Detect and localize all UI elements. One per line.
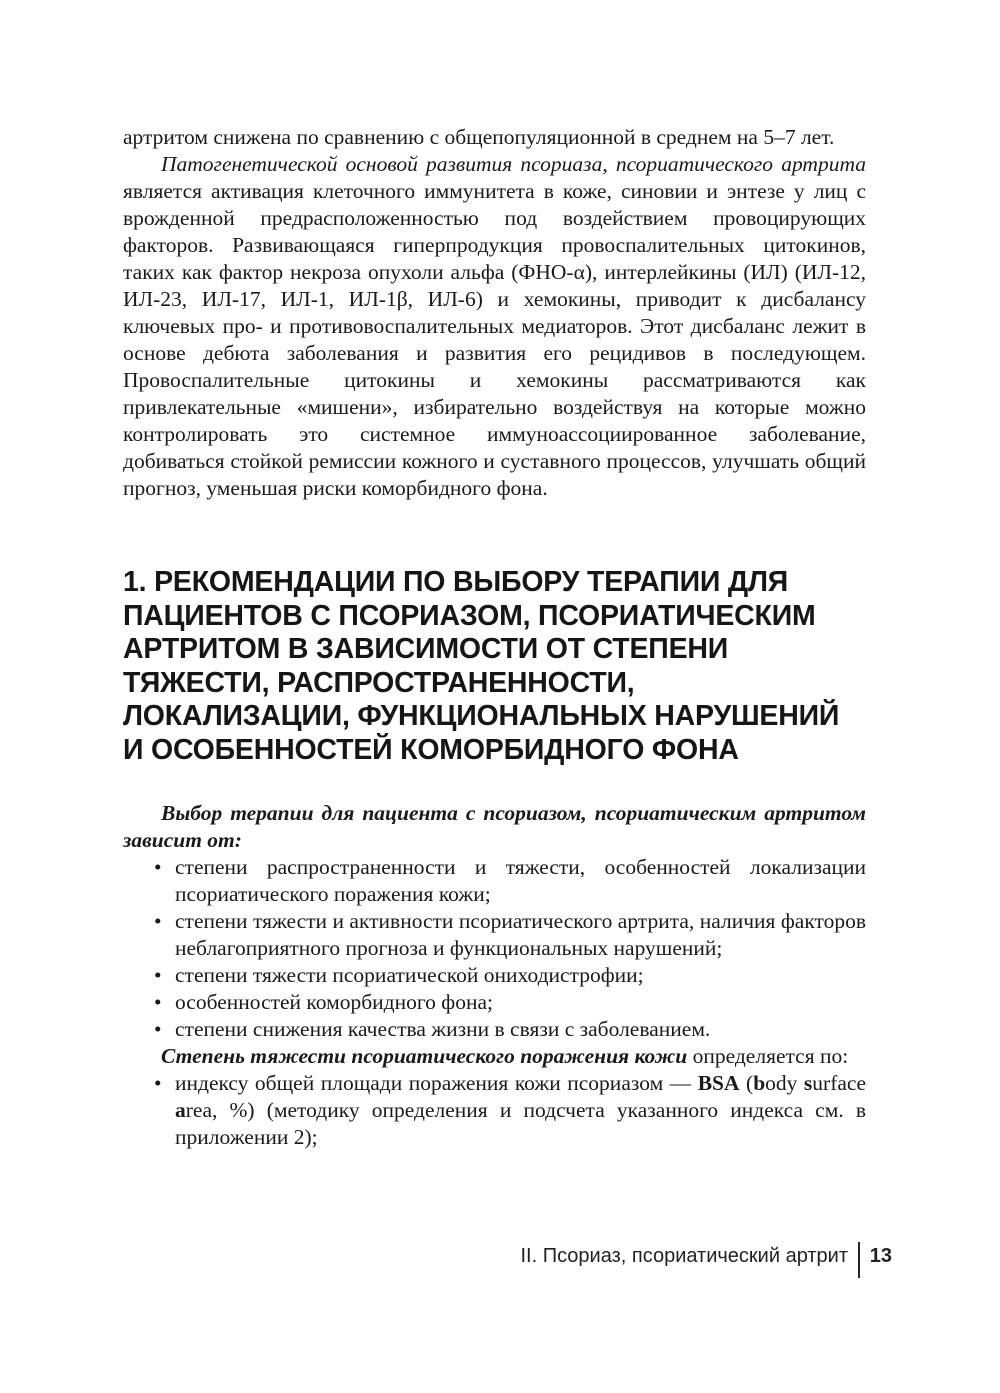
therapy-criteria-list: [123, 854, 866, 1043]
running-title: II. Псориаз, псориатический артрит: [520, 1245, 848, 1267]
footer-divider: [858, 1242, 860, 1278]
bullet-icon: •: [154, 990, 162, 1014]
page-number: 13: [869, 1245, 892, 1267]
list-item: • особенностей коморбидного фона;: [154, 990, 493, 1014]
list-item: • степени распространенности и тяжести, особенностей локализации псориатического поражения кожи;: [154, 855, 866, 906]
therapy-choice-lead: Выбор терапии для пациента с псориазом, псориатическим артритом зависит от:: [123, 801, 866, 852]
list-item: • индексу общей площади поражения кожи псориазом — BSA (body surface area, %) (методику определения и подсчета указанного индекса см. в приложении 2);: [154, 1071, 866, 1149]
page-body: [123, 124, 866, 1151]
severity-lead: Степень тяжести псориатического поражения кожи определяется по:: [161, 1044, 849, 1068]
bullet-icon: •: [154, 909, 162, 933]
pathogenesis-text: является активация клеточного иммунитета в коже, синовии и энтезе у лиц с врожденной предрасположенностью под воздействием провоцирующих факторов. Развивающаяся гиперпродукция провоспалительных цитокинов, таких как фактор некроза опухоли альфа (ФНО-α), интерлейкины (ИЛ) (ИЛ-12, ИЛ-23, ИЛ-17, ИЛ-1, ИЛ-1β, ИЛ-6) и хемокины, приводит к дисбалансу ключевых про- и противовоспалительных медиаторов. Этот дисбаланс лежит в основе дебюта заболевания и развития его рецидивов в последующем. Провоспалительные цитокины и хемокины рассматриваются как привлекательные «мишени», избирательно воздействуя на которые можно контролировать это системное иммуноассоциированное заболевание, добиваться стойкой ремиссии кожного и суставного процессов, улучшать общий прогноз, уменьшая риски коморбидного фона.: [123, 179, 866, 500]
section-heading: 1. РЕКОМЕНДАЦИИ ПО ВЫБОРУ ТЕРАПИИ ДЛЯ ПАЦИЕНТОВ С ПСОРИАЗОМ, ПСОРИАТИЧЕСКИМ АРТРИТОМ В ЗАВИСИМОСТИ ОТ СТЕПЕНИ ТЯЖЕСТИ, РАСПРОСТРАНЕННОСТИ, ЛОКАЛИЗАЦИИ, ФУНКЦИОНАЛЬНЫХ НАРУШЕНИЙ И ОСОБЕННОСТЕЙ КОМОРБИДНОГО ФОНА: [123, 566, 840, 766]
list-item: • степени тяжести и активности псориатического артрита, наличия факторов неблагоприятного прогноза и функциональных нарушений;: [154, 909, 866, 960]
bsa-abbreviation: BSA: [697, 1071, 740, 1095]
pathogenesis-emphasis: Патогенетической основой развития псориаза, псориатического артрита: [161, 152, 866, 176]
intro-paragraph-1: артритом снижена по сравнению с общепопуляционной в среднем на 5–7 лет.: [123, 125, 835, 149]
list-item: • степени тяжести псориатической ониходистрофии;: [154, 963, 644, 987]
list-item: • степени снижения качества жизни в связи с заболеванием.: [154, 1017, 711, 1041]
bullet-icon: •: [154, 963, 162, 987]
page-footer: [480, 1242, 900, 1278]
bullet-icon: •: [154, 1017, 162, 1041]
bullet-icon: •: [154, 855, 162, 879]
bullet-icon: •: [154, 1071, 162, 1095]
severity-emphasis: Степень тяжести псориатического поражения кожи: [161, 1044, 688, 1068]
intro-paragraph-2: [123, 151, 866, 502]
severity-criteria-list: [123, 1070, 866, 1151]
